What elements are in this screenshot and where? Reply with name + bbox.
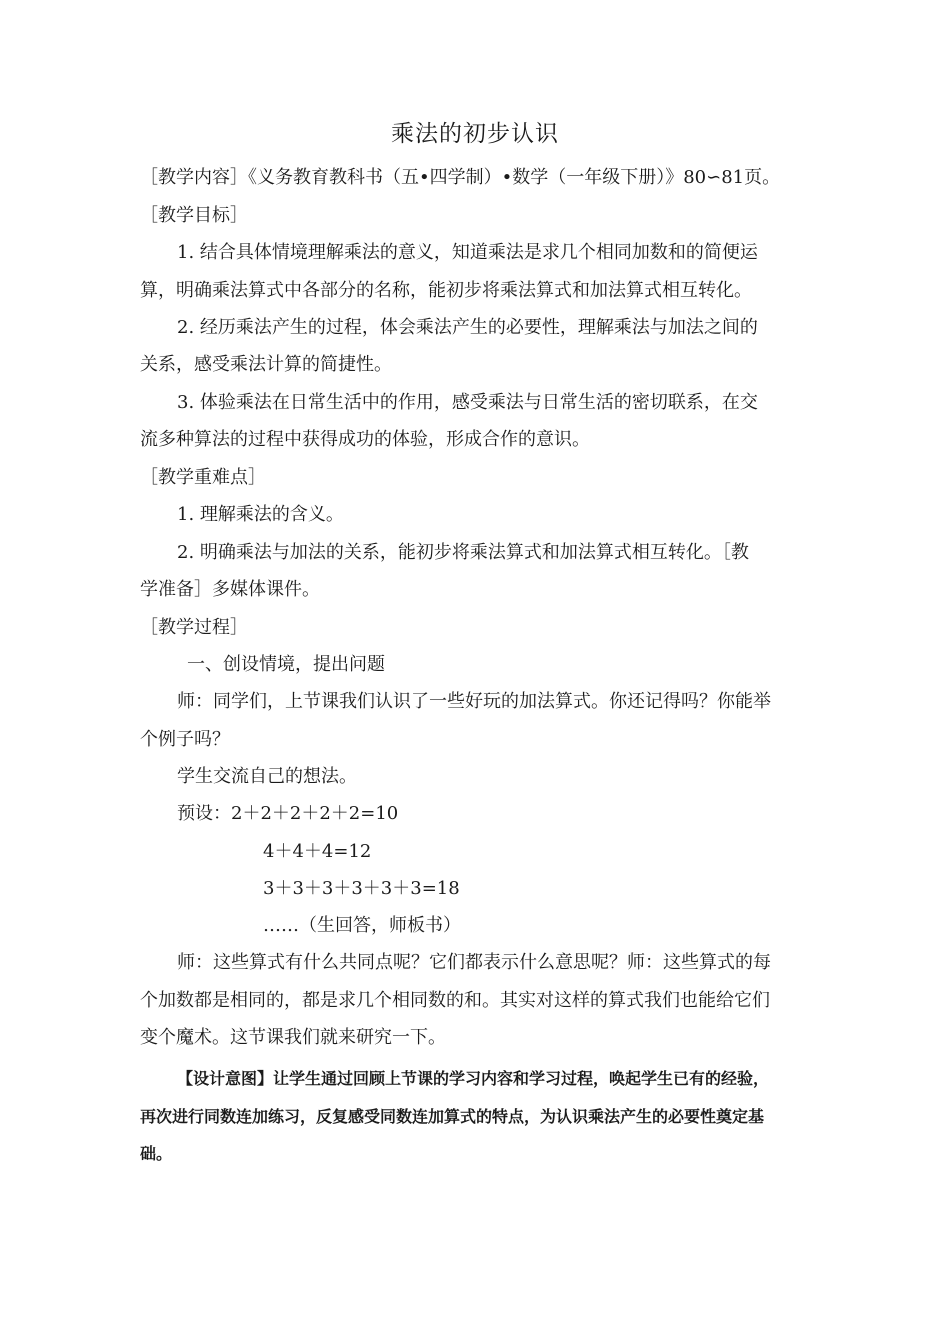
- design-intent-line-2: 再次进行同数连加练习，反复感受同数连加算式的特点，为认识乘法产生的必要性奠定基: [140, 1107, 765, 1126]
- preset-line-1: 预设：2＋2＋2＋2＋2=10: [177, 803, 399, 824]
- goal-2-line-1: 2. 经历乘法产生的过程，体会乘法产生的必要性，理解乘法与加法之间的: [177, 317, 758, 338]
- teaching-process-heading: ［教学过程］: [140, 617, 248, 638]
- design-intent-line-3: 础。: [140, 1144, 173, 1163]
- key-point-1: 1. 理解乘法的含义。: [177, 504, 344, 525]
- teaching-content-line: ［教学内容］《义务教育教科书（五•四学制）•数学（一年级下册）》80∽81页。: [140, 167, 781, 188]
- document-title: 乘法的初步认识: [391, 121, 559, 147]
- teaching-goals-heading: ［教学目标］: [140, 205, 248, 226]
- goal-3-line-1: 3. 体验乘法在日常生活中的作用，感受乘法与日常生活的密切联系，在交: [177, 392, 758, 413]
- key-point-2-line-1: 2. 明确乘法与加法的关系，能初步将乘法算式和加法算式相互转化。［教: [177, 542, 749, 563]
- teacher-question-line-3: 变个魔术。这节课我们就来研究一下。: [140, 1027, 446, 1048]
- key-points-heading: ［教学重难点］: [140, 467, 266, 488]
- design-intent-line-1: 【设计意图】让学生通过回顾上节课的学习内容和学习过程，唤起学生已有的经验，: [177, 1069, 770, 1088]
- teacher-question-line-1: 师：这些算式有什么共同点呢？它们都表示什么意思呢？师：这些算式的每: [177, 952, 771, 973]
- teacher-line-2: 个例子吗？: [140, 729, 230, 750]
- key-point-2-line-2: 学准备］多媒体课件。: [140, 579, 320, 600]
- goal-3-line-2: 流多种算法的过程中获得成功的体验，形成合作的意识。: [140, 429, 590, 450]
- goal-1-line-1: 1. 结合具体情境理解乘法的意义，知道乘法是求几个相同加数和的简便运: [177, 242, 758, 263]
- preset-line-4: ……（生回答，师板书）: [263, 915, 461, 936]
- teacher-line-1: 师：同学们，上节课我们认识了一些好玩的加法算式。你还记得吗？你能举: [177, 691, 771, 712]
- goal-2-line-2: 关系，感受乘法计算的简捷性。: [140, 354, 392, 375]
- goal-1-line-2: 算，明确乘法算式中各部分的名称，能初步将乘法算式和加法算式相互转化。: [140, 280, 752, 301]
- teacher-question-line-2: 个加数都是相同的，都是求几个相同数的和。其实对这样的算式我们也能给它们: [140, 990, 770, 1011]
- section-one-heading: 一、创设情境，提出问题: [187, 654, 385, 675]
- student-line: 学生交流自己的想法。: [177, 766, 357, 787]
- preset-line-2: 4＋4＋4=12: [263, 841, 372, 862]
- preset-line-3: 3＋3＋3＋3＋3＋3=18: [263, 878, 460, 899]
